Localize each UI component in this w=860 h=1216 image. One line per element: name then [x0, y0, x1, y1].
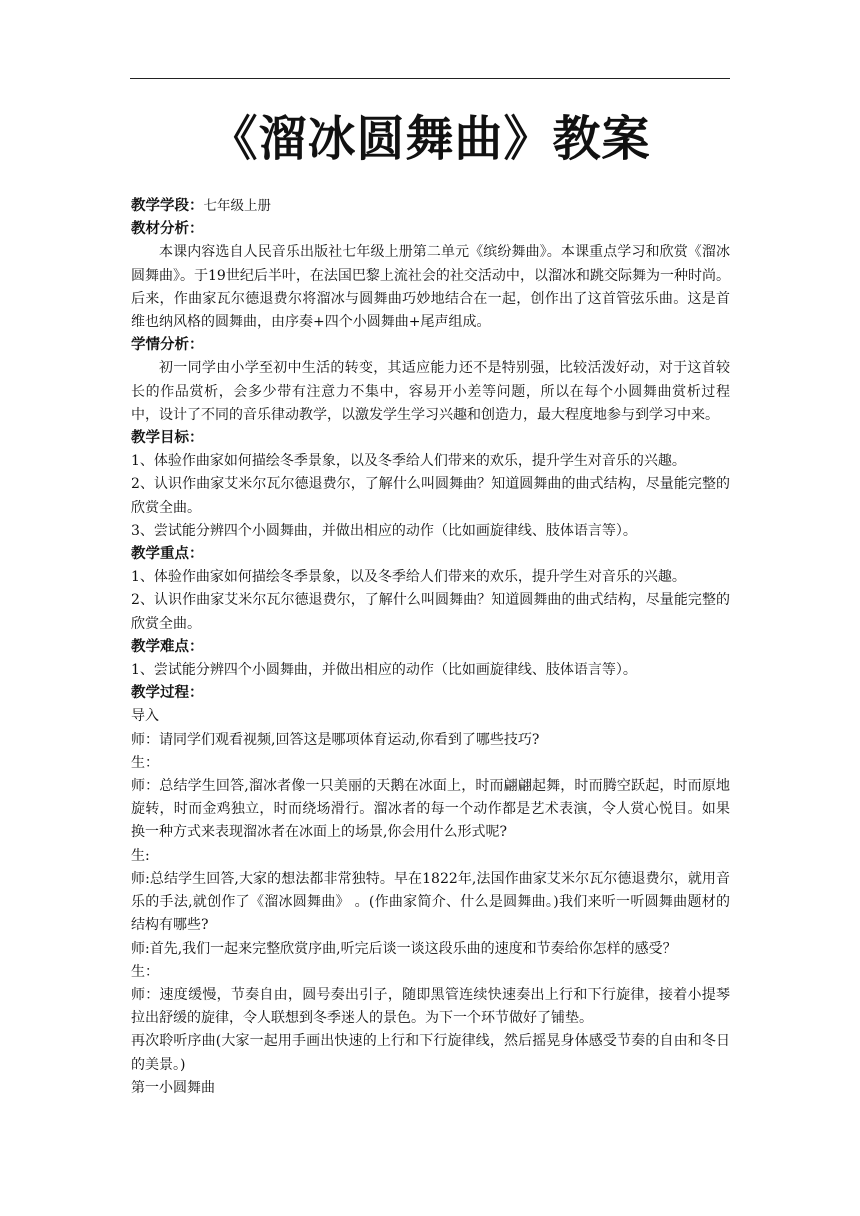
process-line: 再次聆听序曲(大家一起用手画出快速的上行和下行旋律线，然后摇晃身体感受节奏的自由和冬日的美景。)	[131, 1033, 730, 1073]
process-line: 师：速度缓慢，节奏自由，圆号奏出引子，随即黑管连续快速奏出上行和下行旋律，接着小提琴拉出舒缓的旋律，令人联想到冬季迷人的景色。为下一个环节做好了铺垫。	[131, 986, 730, 1027]
difficulties-heading: 教学难点：	[131, 638, 204, 655]
students-text: 初一同学由小学至初中生活的转变，其适应能力还不是特别强，比较活泼好动，对于这首较长的作品赏析，会多少带有注意力不集中，容易开小差等问题，所以在每个小圆舞曲赏析过程中，设计了不同的音乐律动教学，以激发学生学习兴趣和创造力，最大程度地参与到学习中来。	[131, 360, 730, 423]
document-title: 《溜冰圆舞曲》教案	[209, 111, 651, 167]
goal-item: 2、认识作曲家艾米尔瓦尔德退费尔，了解什么叫圆舞曲？知道圆舞曲的曲式结构，尽量能完整的欣赏全曲。	[131, 476, 730, 516]
goal-item: 3、尝试能分辨四个小圆舞曲，并做出相应的动作（比如画旋律线、肢体语言等）。	[131, 522, 637, 539]
process-heading: 教学过程：	[131, 685, 204, 702]
students-heading: 学情分析：	[131, 337, 204, 354]
process-line: 师：请同学们观看视频,回答这是哪项体育运动,你看到了哪些技巧?	[131, 731, 540, 748]
header-rule	[130, 78, 730, 79]
process-line: 导入	[131, 708, 159, 725]
process-line: 生：	[131, 963, 159, 980]
stage-label: 教学学段：	[131, 198, 204, 214]
process-line: 生:	[131, 847, 150, 864]
stage-value: 七年级上册	[203, 198, 271, 214]
key-points-heading: 教学重点：	[131, 546, 204, 563]
goals-heading: 教学目标：	[131, 430, 204, 447]
process-line: 生：	[131, 754, 159, 771]
process-line: 师：总结学生回答,溜冰者像一只美丽的天鹅在冰面上，时而翩翩起舞，时而腾空跃起，时而原地旋转，时而金鸡独立，时而绕场滑行。溜冰者的每一个动作都是艺术表演，令人赏心悦目。如果换一种方式来表现溜冰者在冰面上的场景,你会用什么形式呢?	[131, 778, 730, 841]
material-heading: 教材分析：	[131, 221, 204, 238]
process-line: 师:首先,我们一起来完整欣赏序曲,听完后谈一谈这段乐曲的速度和节奏给你怎样的感受？	[131, 940, 677, 957]
key-point-item: 2、认识作曲家艾米尔瓦尔德退费尔，了解什么叫圆舞曲？知道圆舞曲的曲式结构，尽量能完整的欣赏全曲。	[131, 592, 730, 632]
difficulty-item: 1、尝试能分辨四个小圆舞曲，并做出相应的动作（比如画旋律线、肢体语言等）。	[131, 662, 637, 679]
key-point-item: 1、体验作曲家如何描绘冬季景象，以及冬季给人们带来的欢乐，提升学生对音乐的兴趣。	[131, 569, 686, 586]
material-text: 本课内容选自人民音乐出版社七年级上册第二单元《缤纷舞曲》。本课重点学习和欣赏《溜冰圆舞曲》。于19世纪后半叶，在法国巴黎上流社会的社交活动中，以溜冰和跳交际舞为一种时尚。后来，作曲家瓦尔德退费尔将溜冰与圆舞曲巧妙地结合在一起，创作出了这首管弦乐曲。这是首维也纳风格的圆舞曲，由序奏+四个小圆舞曲+尾声组成。	[131, 244, 730, 331]
document-body	[131, 195, 730, 1100]
stage-line	[131, 195, 730, 218]
goal-item: 1、体验作曲家如何描绘冬季景象，以及冬季给人们带来的欢乐，提升学生对音乐的兴趣。	[131, 453, 686, 470]
process-line: 第一小圆舞曲	[131, 1079, 215, 1096]
process-line: 师:总结学生回答,大家的想法都非常独特。早在1822年,法国作曲家艾米尔瓦尔德退费尔，就用音乐的手法,就创作了《溜冰圆舞曲》 。(作曲家简介、什么是圆舞曲。)我们来听一听圆舞曲题材的结构有哪些?	[131, 870, 730, 934]
